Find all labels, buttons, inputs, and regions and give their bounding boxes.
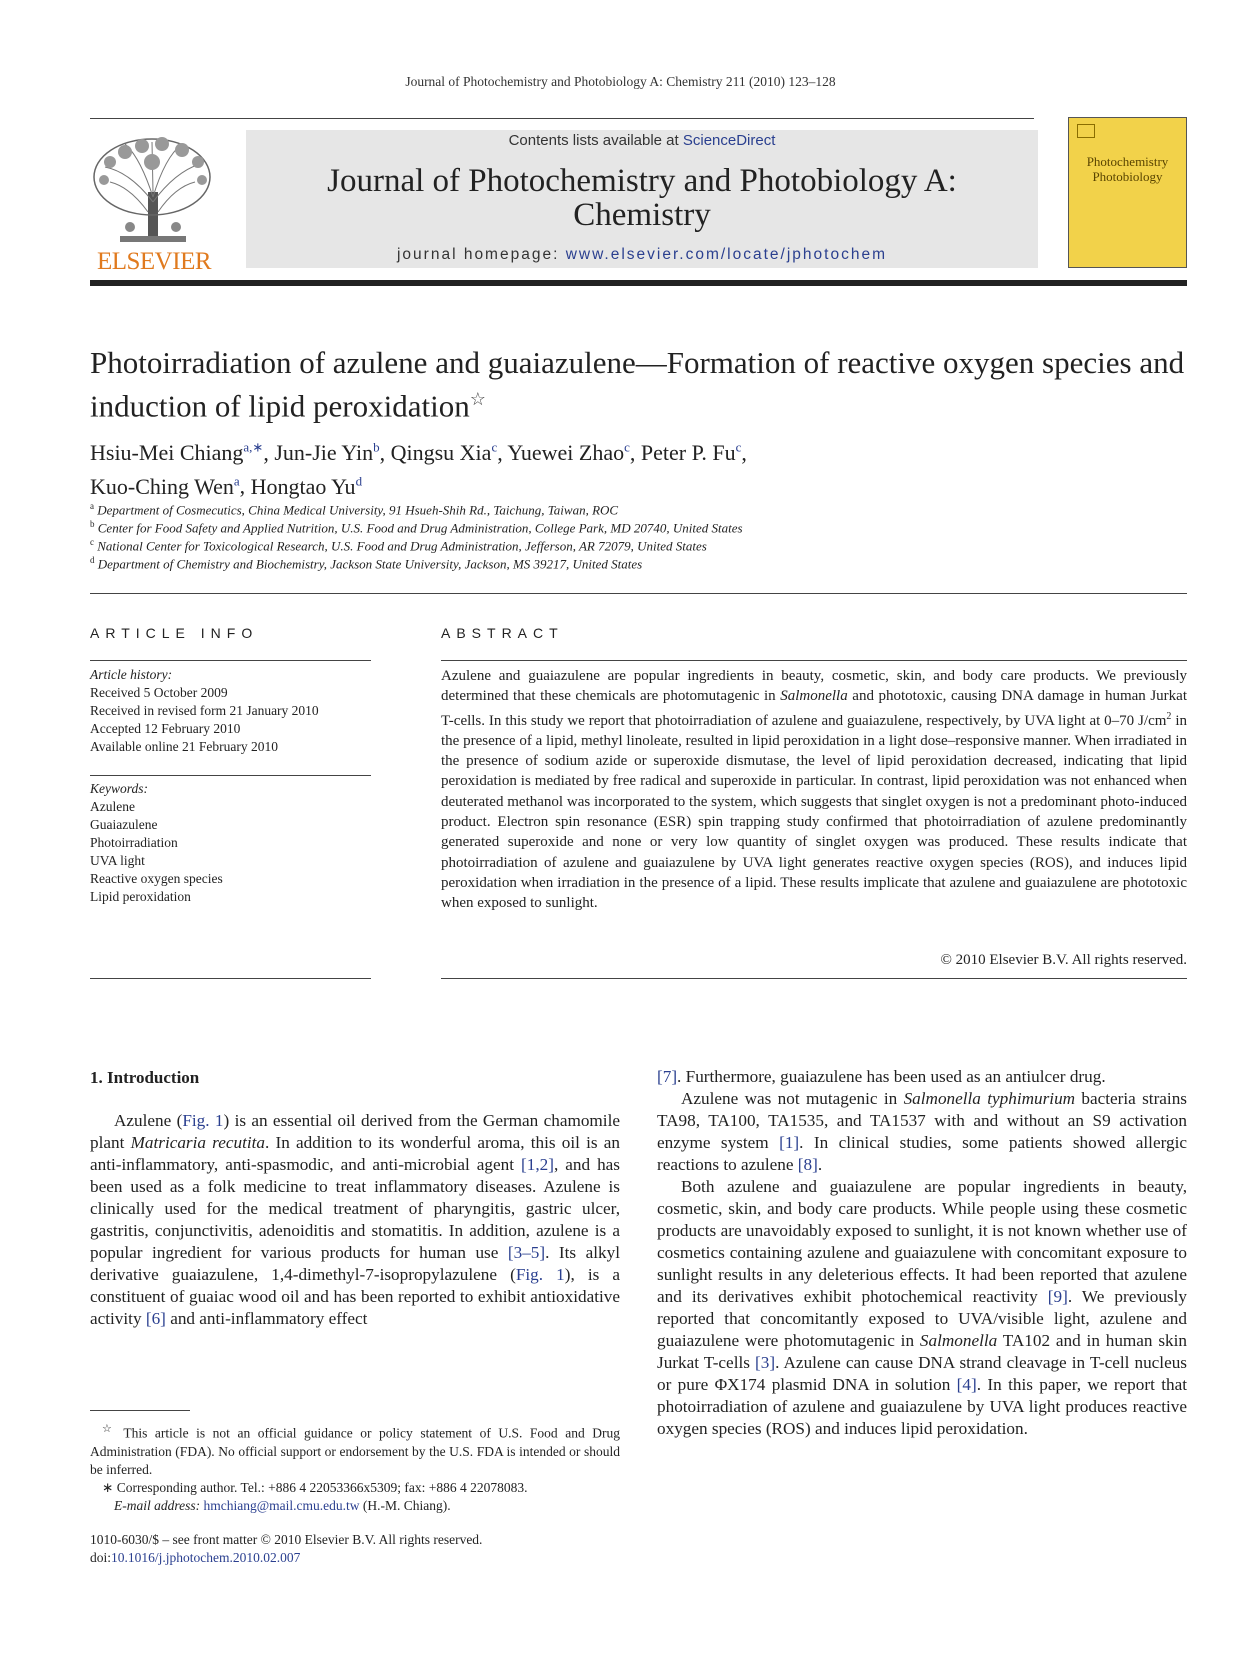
author[interactable]: Kuo-Ching Wen$^a$	[90, 473, 240, 499]
section-heading: 1. Introduction	[90, 1068, 200, 1087]
footnote: ∗ Corresponding author. Tel.: +886 4 22053366x5309; fax: +886 4 22078083.	[102, 1479, 528, 1495]
homepage-link[interactable]: www.elsevier.com/locate/jphotochem	[565, 246, 887, 263]
footnote: ☆ This article is not an official guidance or policy statement of U.S. Food and Drug Administration (FDA). No official support or endorsement by the U.S. FDA is intended or should be inferred.	[90, 1423, 620, 1477]
bottom-meta	[90, 1531, 482, 1567]
homepage-prefix: journal homepage:	[396, 246, 560, 263]
keyword: Lipid peroxidation	[90, 889, 191, 904]
journal-banner	[246, 130, 1038, 268]
citation-link[interactable]: [1]	[779, 1133, 800, 1152]
journal-title	[246, 164, 1038, 232]
history-item: Received 5 October 2009	[90, 685, 228, 700]
affiliation: $^a$ Department of Cosmecutics, China Medical University, 91 Hsueh-Shih Rd., Taichung, Taiwan, ROC	[90, 501, 619, 518]
intro-left-column	[90, 1110, 620, 1330]
author[interactable]: Hsiu-Mei Chiang$^{a,∗}$	[90, 440, 264, 466]
history-item: Accepted 12 February 2010	[90, 721, 241, 736]
abstract-bottom-rule	[441, 978, 1187, 979]
header-rule	[90, 280, 1187, 286]
keyword: UVA light	[90, 853, 145, 868]
intro-right-column	[657, 1066, 1187, 1440]
author[interactable]: Yuewei Zhao$^c$	[507, 440, 630, 466]
article-title-text: Photoirradiation of azulene and guaiazulene—Formation of reactive oxygen species and induction of lipid peroxidation	[90, 345, 1185, 424]
affiliation: $^c$ National Center for Toxicological Research, U.S. Food and Drug Administration, Jefferson, AR 72079, United States	[90, 537, 707, 554]
paragraph: [7]. Furthermore, guaiazulene has been used as an antiulcer drug.	[657, 1067, 1106, 1086]
author[interactable]: Jun-Jie Yin$^b$	[274, 440, 380, 466]
footnote-email: E-mail address: hmchiang@mail.cmu.edu.tw (H.-M. Chiang).	[114, 1497, 451, 1513]
article-title	[90, 344, 1190, 424]
citation-link[interactable]: [1,2]	[521, 1155, 554, 1174]
footnotes	[90, 1420, 620, 1515]
paragraph: Both azulene and guaiazulene are popular ingredients in beauty, cosmetic, skin, and body care products. While people using these cosmetic products are unavoidably exposed to sunlight, it is not known whether use of cosmetics containing azulene and guaiazulene with concomitant exposure to sunlight results in any deleterious effects. It had been reported that azulene and its derivatives exhibit photochemical reactivity [9]. We previously reported that concomitantly exposed to UVA/visible light, azulene and guaiazulene were photomutagenic in Salmonella TA102 and in human skin Jurkat T-cells [3]. Azulene can cause DNA strand cleavage in T-cell nucleus or pure ΦX174 plasmid DNA in solution [4]. In this paper, we report that photoirradiation of azulene and guaiazulene by UVA light produces reactive oxygen species (ROS) and induces lipid peroxidation.	[657, 1177, 1188, 1438]
contents-prefix: Contents lists available at	[508, 132, 679, 149]
author[interactable]: Hongtao Yu$^d$	[250, 473, 363, 499]
figure-link[interactable]: Fig. 1	[515, 1265, 565, 1284]
article-info-heading: ARTICLE INFO	[90, 625, 259, 641]
journal-cover-thumbnail[interactable]	[1068, 117, 1187, 268]
abstract-heading: ABSTRACT	[441, 625, 564, 641]
publisher-name: ELSEVIER	[96, 248, 212, 275]
paragraph: Azulene (Fig. 1) is an essential oil derived from the German chamomile plant Matricaria recutita. In addition to its wonderful aroma, this oil is an anti-inflammatory, anti-spasmodic, and anti-microbial agent [1,2], and has been used as a folk medicine to treat inflammatory diseases. Azulene is clinically used for the medical treatment of pharyngitis, gastric ulcer, gastritis, conjunctivitis, adenoiditis and stomatitis. In addition, azulene is a popular ingredient for various products for human use [3–5]. Its alkyl derivative guaiazulene, 1,4-dimethyl-7-isopropylazulene (Fig. 1), is a constituent of guaiac wood oil and has been reported to exhibit antioxidative activity [6] and anti-inflammatory effect	[90, 1111, 620, 1328]
article-history	[90, 666, 370, 756]
author-list: Hsiu-Mei Chiang$^{a,∗}$, Jun-Jie Yin$^b$, Qingsu Xia$^c$, Yuewei Zhao$^c$, Peter P. Fu$^c$, Kuo-Ching Wen$^a$, Hongtao Yu$^d$	[90, 440, 747, 499]
journal-title-text: Journal of Photochemistry and Photobiology A: Chemistry	[327, 163, 957, 233]
citation-link[interactable]: [9]	[1047, 1287, 1068, 1306]
keyword: Guaiazulene	[90, 817, 158, 832]
title-footnote-mark[interactable]: ☆	[469, 389, 486, 409]
sciencedirect-link[interactable]: ScienceDirect	[682, 132, 776, 149]
footnote-rule	[90, 1410, 190, 1411]
abstract-body: Azulene and guaiazulene are popular ingredients in beauty, cosmetic, skin, and body care products. We previously determined that these chemicals are photomutagenic in Salmonella and phototoxic, causing DNA damage in human Jurkat T-cells. In this study we report that photoirradiation of azulene and guaiazulene, respectively, by UVA light at 0–70 $J/cm^2$ in the presence of a lipid, methyl linoleate, resulted in lipid peroxidation in a light dose–responsive manner. When irradiated in the presence of sodium azide or superoxide dismutase, the level of lipid peroxidation decreased, indicating that lipid peroxidation is mediated by free radical and superoxide in particular. In contrast, lipid peroxidation was not enhanced when deuterated methanol was incorporated to the system, which suggests that singlet oxygen is not a predominant photo-induced product. Electron spin resonance (ESR) spin trapping study confirmed that photoirradiation of azulene predominantly generated superoxide and none or very low quantity of singlet oxygen was produced. These results indicate that photoirradiation of azulene and guaiazulene by UVA light generates reactive oxygen species (ROS), and induces lipid peroxidation when irradiation in the presence of a lipid. These results implicate that azulene and guaiazulene are phototoxic when exposed to sunlight.	[441, 668, 1187, 912]
info-bottom-rule	[90, 978, 371, 979]
keywords-rule	[90, 775, 371, 776]
running-head: Journal of Photochemistry and Photobiology A: Chemistry 211 (2010) 123–128	[405, 74, 836, 89]
article-info-rule	[90, 660, 371, 661]
history-label: Article history:	[90, 667, 173, 682]
keywords	[90, 780, 370, 906]
keyword: Reactive oxygen species	[90, 871, 223, 886]
citation-link[interactable]: [3–5]	[507, 1243, 546, 1262]
cover-title	[1069, 154, 1186, 184]
affiliation: $^b$ Center for Food Safety and Applied Nutrition, U.S. Food and Drug Administration, College Park, MD 20740, United States	[90, 519, 743, 536]
citation-link[interactable]: [3]	[755, 1353, 776, 1372]
doi-line: doi:10.1016/j.jphotochem.2010.02.007	[90, 1550, 301, 1565]
doi-link[interactable]: 10.1016/j.jphotochem.2010.02.007	[111, 1550, 301, 1565]
affiliation-rule	[90, 593, 1187, 594]
affiliation: $^d$ Department of Chemistry and Biochemistry, Jackson State University, Jackson, MS 39217, United States	[90, 555, 643, 572]
contents-line	[246, 132, 1038, 149]
citation-link[interactable]: [8]	[797, 1155, 818, 1174]
abstract-copyright: © 2010 Elsevier B.V. All rights reserved.	[940, 952, 1187, 968]
citation-link[interactable]: [4]	[956, 1375, 977, 1394]
cover-logo-icon	[1077, 124, 1095, 138]
abstract-rule	[441, 660, 1187, 661]
figure-link[interactable]: Fig. 1	[182, 1111, 224, 1130]
history-item: Available online 21 February 2010	[90, 739, 278, 754]
issn-line: 1010-6030/$ – see front matter © 2010 Elsevier B.V. All rights reserved.	[90, 1532, 483, 1547]
author[interactable]: Peter P. Fu$^c$	[640, 440, 742, 466]
keywords-label: Keywords:	[90, 781, 148, 796]
keyword: Photoirradiation	[90, 835, 178, 850]
cover-title-line-2: Photobiology	[1092, 169, 1163, 184]
author[interactable]: Qingsu Xia$^c$	[390, 440, 498, 466]
history-item: Received in revised form 21 January 2010	[90, 703, 319, 718]
top-rule	[90, 118, 1034, 119]
cover-title-line-1: Photochemistry	[1086, 154, 1169, 169]
citation-link[interactable]: [7]	[657, 1067, 678, 1086]
citation-link[interactable]: [6]	[145, 1309, 166, 1328]
elsevier-logo[interactable]	[90, 132, 218, 274]
journal-homepage	[246, 246, 1038, 264]
paragraph: Azulene was not mutagenic in Salmonella typhimurium bacteria strains TA98, TA100, TA1535, and TA1537 with and without an S9 activation enzyme system [1]. In clinical studies, some patients showed allergic reactions to azulene [8].	[657, 1089, 1187, 1174]
keyword: Azulene	[90, 799, 135, 814]
email-link[interactable]: hmchiang@mail.cmu.edu.tw	[203, 1497, 360, 1513]
